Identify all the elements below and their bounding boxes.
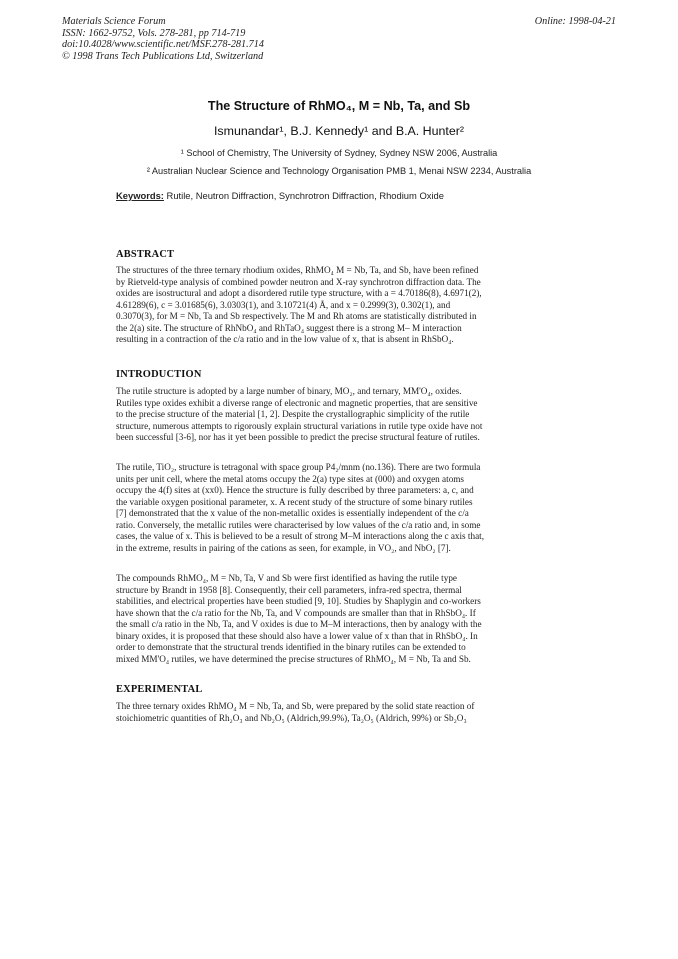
journal-doi[interactable]: doi:10.4028/www.scientific.net/MSF.278-281.714 [62, 39, 264, 51]
introduction-paragraph-2 [116, 462, 566, 554]
text-line: occupy the 4(f) sites at (xx0). Hence the structure is fully described by three parameters: a, c, and [116, 485, 474, 495]
keywords-text: Rutile, Neutron Diffraction, Synchrotron Diffraction, Rhodium Oxide [166, 190, 444, 201]
text-line: [7] demonstrated that the x value of the non-metallic oxides is essentially independent of the c/a [116, 508, 469, 518]
text-line: cases, the value of x. This is believed to be a result of strong M–M interactions along the c axis that, [116, 531, 485, 541]
text-line: resulting in a contraction of the c/a ratio and in the low value of x, that is absent in RhSbO₄. [116, 334, 454, 344]
affiliation-1: ¹ School of Chemistry, The University of Sydney, Sydney NSW 2006, Australia [180, 148, 498, 158]
affiliation-2: ² Australian Nuclear Science and Technology Organisation PMB 1, Menai NSW 2234, Australia [146, 166, 532, 176]
journal-copyright: © 1998 Trans Tech Publications Ltd, Switzerland [62, 50, 264, 62]
text-line: units per unit cell, where the metal atoms occupy the 2(a) type sites at (000) and oxygen atoms [116, 473, 465, 484]
text-line: Rutiles type oxides exhibit a diverse range of electronic and magnetic properties, that are sensitive [116, 397, 478, 408]
keywords-label: Keywords: [116, 190, 164, 201]
keywords-line [116, 190, 444, 201]
text-line: oxides are isostructural and adopt a disordered rutile type structure, with a = 4.70186(8), 4.6971(2), [116, 288, 482, 298]
text-line: to the precise structure of the material [1, 2]. Despite the crystallographic simplicity of the rutile [116, 409, 470, 419]
text-line: in the extreme, results in pairing of the cations as seen, for example, in VO₂, and NbO₂ [7]. [116, 542, 451, 553]
text-line: binary oxides, it is proposed that these should also have a lower value of x than that in RhSbO₄. In [116, 630, 478, 641]
paper-title: The Structure of RhMO₄, M = Nb, Ta, and Sb [207, 99, 471, 113]
experimental-heading: EXPERIMENTAL [116, 684, 203, 695]
introduction-paragraph-1 [116, 386, 566, 444]
abstract-heading: ABSTRACT [116, 249, 175, 260]
text-line: the small c/a ratio in the Nb, Ta, and V oxides is due to M–M interactions, then by analogy with the [116, 619, 482, 629]
text-line: been successful [3-6], nor has it yet been possible to predict the precise structural feature of rutiles. [116, 432, 480, 442]
journal-header [62, 16, 264, 62]
text-line: have shown that the c/a ratio for the Nb, Ta, and V compounds are smaller than that in RhSbO₄. If [116, 607, 476, 618]
text-line: mixed MM'O₄ rutiles, we have determined the precise structures of RhMO₄, M = Nb, Ta and Sb. [116, 653, 471, 664]
text-line: stabilities, and electrical properties have been studied [9, 10]. Studies by Shaplygin and co-workers [116, 596, 481, 606]
text-line: order to demonstrate that the structural trends identified in the binary rutiles can be extended to [116, 642, 466, 652]
introduction-heading: INTRODUCTION [116, 369, 202, 380]
journal-name: Materials Science Forum [62, 16, 166, 27]
paper-authors: Ismunandar¹, B.J. Kennedy¹ and B.A. Hunter² [213, 124, 464, 138]
text-line: The rutile, TiO₂, structure is tetragonal with space group P4₂/mnm (no.136). There are two formula [116, 462, 481, 472]
text-line: The three ternary oxides RhMO₄ M = Nb, Ta, and Sb, were prepared by the solid state reaction of [116, 701, 475, 711]
text-line: structure by Brandt in 1958 [8]. Consequently, their cell parameters, infra-red spectra, thermal [116, 584, 462, 595]
experimental-paragraph [116, 701, 566, 724]
text-line: The rutile structure is adopted by a large number of binary, MO₂, and ternary, MM'O₄, oxides. [116, 386, 462, 396]
text-line: The compounds RhMO₄, M = Nb, Ta, V and Sb were first identified as having the rutile type [116, 573, 457, 583]
text-line: ratio. Conversely, the metallic rutiles were characterised by low values of the c/a ratio and, in some [116, 519, 481, 530]
text-line: The structures of the three ternary rhodium oxides, RhMO₄ M = Nb, Ta, and Sb, have been refined [116, 265, 479, 275]
online-date: Online: 1998-04-21 [534, 16, 616, 27]
text-line: structure, numerous attempts to rigorously explain structural variations in rutile type oxide have not [116, 420, 483, 431]
text-line: 4.61289(6), c = 3.01685(6), 3.0303(1), and 3.10721(4) Å, and x = 0.2999(3), 0.302(1), and [116, 299, 451, 310]
journal-issn: ISSN: 1662-9752, Vols. 278-281, pp 714-719 [62, 27, 246, 39]
abstract-paragraph [116, 265, 566, 346]
text-line: the 2(a) site. The structure of RhNbO₄ and RhTaO₄ suggest there is a strong M– M interaction [116, 322, 462, 333]
text-line: the variable oxygen positional parameter, x. A recent study of the structure of some binary rutiles [116, 496, 473, 507]
introduction-paragraph-3 [116, 573, 566, 665]
text-line: by Rietveld-type analysis of combined powder neutron and X-ray synchrotron diffraction data. The [116, 276, 481, 287]
text-line: 0.3070(3), for M = Nb, Ta and Sb respectively. The M and Rh atoms are statistically distributed in [116, 311, 477, 321]
text-line: stoichiometric quantities of Rh₂O₃ and Nb₂O₅ (Aldrich,99.9%), Ta₂O₅ (Aldrich, 99%) or Sb₂O₃ [116, 712, 467, 723]
